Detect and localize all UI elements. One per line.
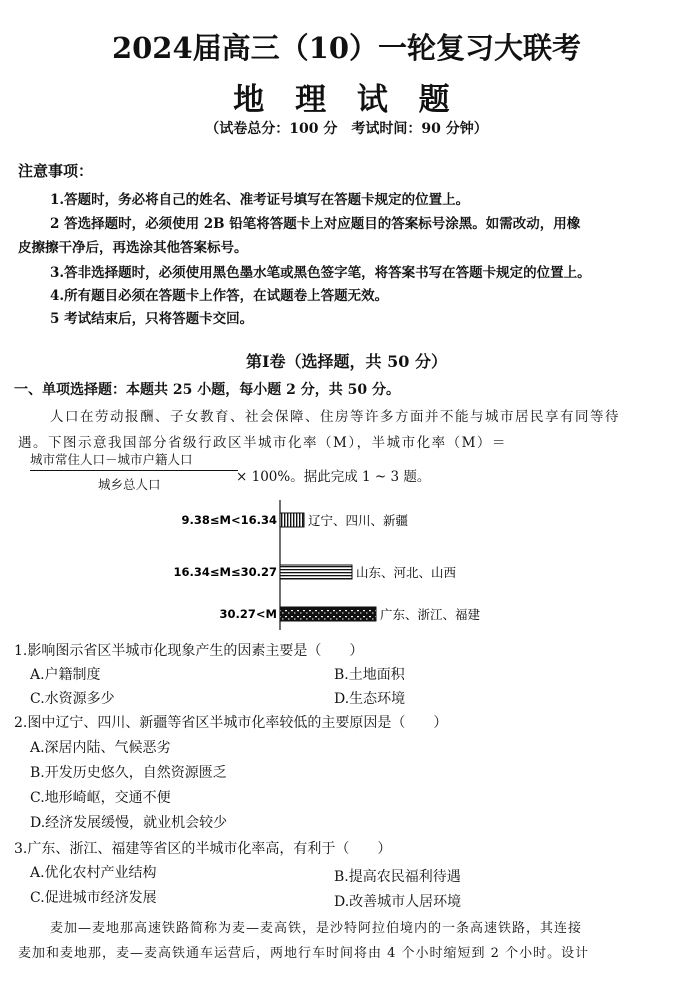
bar-1	[280, 513, 304, 527]
q3-option-a: A.优化农村产业结构	[30, 865, 157, 881]
province-label-1: 辽宁、四川、新疆	[308, 513, 409, 528]
q1-option-d: D.生态环境	[334, 691, 406, 707]
bar-2	[280, 565, 352, 579]
exam-title: 2024届高三（10）一轮复习大联考	[111, 31, 582, 65]
question-2-stem: 2.图中辽宁、四川、新疆等省区半城市化率较低的主要原因是（ ）	[14, 715, 448, 731]
q1-option-a: A.户籍制度	[30, 667, 101, 683]
q3-option-b: B.提高农民福利待遇	[334, 869, 461, 885]
notice-line-6: 5 考试结束后，只将答题卡交回。	[50, 311, 254, 327]
notice-line-3: 皮擦擦干净后，再选涂其他答案标号。	[18, 240, 248, 256]
notice-line-4: 3.答非选择题时，必须使用黑色墨水笔或黑色签字笔，将答案书写在答题卡规定的位置上。	[50, 265, 591, 281]
category-label-3: 30.27<M	[219, 607, 277, 621]
formula-denominator: 城乡总人口	[98, 477, 161, 492]
q2-option-c: C.地形崎岖，交通不便	[30, 790, 171, 806]
question-3-stem: 3.广东、浙江、福建等省区的半城市化率高，有利于（ ）	[14, 841, 392, 857]
notice-line-2: 2 答选择题时，必须使用 2B 铅笔将答题卡上对应题目的答案标号涂黑。如需改动，用橡	[50, 216, 581, 232]
passage-line-1: 麦加—麦地那高速铁路简称为麦—麦高铁，是沙特阿拉伯境内的一条高速铁路，其连接	[50, 921, 583, 936]
q3-option-c: C.促进城市经济发展	[30, 890, 157, 906]
province-label-3: 广东、浙江、福建	[380, 607, 481, 622]
intro-line-1: 人口在劳动报酬、子女教育、社会保障、住房等许多方面并不能与城市居民享有同等待	[50, 409, 620, 425]
q1-option-c: C.水资源多少	[30, 691, 115, 707]
question-1-stem: 1.影响图示省区半城市化现象产生的因素主要是（ ）	[14, 643, 364, 659]
q1-option-b: B.土地面积	[334, 667, 405, 683]
q2-option-b: B.开发历史悠久，自然资源匮乏	[30, 765, 227, 781]
formula-fraction	[14, 450, 234, 492]
passage-line-2: 麦加和麦地那，麦—麦高铁通车运营后，两地行车时间将由 4 个小时缩短到 2 个小时。设计	[18, 946, 590, 961]
subject-title: 地 理 试 题	[233, 82, 460, 118]
formula-numerator: 城市常住人口－城市户籍人口	[30, 452, 193, 467]
section-title: 第Ⅰ卷（选择题，共 50 分）	[246, 352, 447, 371]
q3-option-d: D.改善城市人居环境	[334, 894, 462, 910]
notice-heading: 注意事项：	[18, 162, 94, 180]
part-heading: 一、单项选择题：本题共 25 小题，每小题 2 分，共 50 分。	[14, 382, 400, 398]
formula-tail: × 100%。据此完成 1 ~ 3 题。	[236, 469, 431, 485]
bar-3	[280, 607, 376, 621]
q2-option-a: A.深居内陆、气候恶劣	[30, 740, 171, 756]
intro-line-2: 遇。下图示意我国部分省级行政区半城市化率（M），半城市化率（M）＝	[18, 435, 507, 451]
notice-line-1: 1.答题时，务必将自己的姓名、准考证号填写在答题卡规定的位置上。	[50, 192, 470, 208]
province-label-2: 山东、河北、山西	[356, 565, 457, 580]
category-label-2: 16.34≤M≤30.27	[173, 565, 277, 579]
q2-option-d: D.经济发展缓慢，就业机会较少	[30, 815, 228, 831]
fraction-bar	[30, 470, 238, 471]
semi-urbanization-chart	[170, 500, 500, 630]
category-label-1: 9.38≤M<16.34	[181, 513, 277, 527]
notice-line-5: 4.所有题目必须在答题卡上作答，在试题卷上答题无效。	[50, 288, 389, 304]
exam-meta: （试卷总分：100 分 考试时间：90 分钟）	[205, 121, 488, 137]
